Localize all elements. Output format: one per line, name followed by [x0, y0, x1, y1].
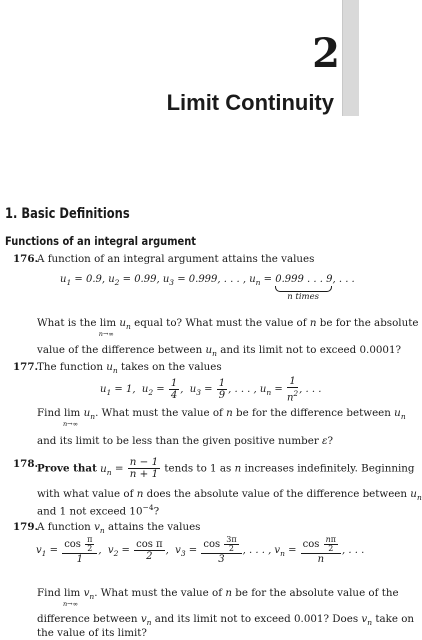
- subsection-title: Functions of an integral argument: [5, 234, 196, 248]
- problem-number: 177.: [13, 361, 39, 373]
- problem-equation: $v_1$ = cos $\frac{\pi}{2}$ 1 , $v_2$ = $\frac{\text{cos π}}{2}$ , $v_3$ = cos $\frac{3\pi}{2}$ 3 , . . . , $v_n$ = cos $\frac{n\pi}{2}$ n , . . .: [36, 535, 365, 565]
- brace-label: n times: [287, 292, 319, 302]
- chapter-title: Limit Continuity: [166, 90, 334, 115]
- section-title: 1. Basic Definitions: [5, 206, 130, 222]
- problem-equation: $u_1 = 0.9$, $u_2 = 0.99$, $u_3 = 0.999$, . . . , $u_n = 0.999$ . . . 9 n times , . . .: [60, 274, 355, 302]
- problem-number: 178.: [13, 458, 39, 470]
- problem-text: value of the difference between $u_n$ and its limit not to exceed 0.0001?: [37, 344, 402, 359]
- problem-number: 176.: [13, 253, 39, 265]
- problem-text: Find lim n→∞ $u_n$. What must the value of n be for the difference between $u_n$: [37, 407, 406, 428]
- problem-text: Find lim n→∞ $v_n$. What must the value of n be for the absolute value of the: [37, 587, 399, 608]
- problem-text: and 1 not exceed $10^{-4}$?: [37, 503, 160, 518]
- problem-text: with what value of n does the absolute value of the difference between $u_n$: [37, 488, 422, 503]
- problem-text: and its limit to be less than the given positive number ε?: [37, 435, 334, 447]
- problem-text: A function $v_n$ attains the values: [37, 521, 201, 536]
- problem-text: What is the lim n→∞ $u_n$ equal to? What must the value of n be for the absolute: [37, 317, 419, 338]
- problem-text: the value of its limit?: [37, 627, 147, 639]
- problem-text: The function $u_n$ takes on the values: [37, 361, 222, 376]
- chapter-tab: [342, 0, 359, 116]
- problem-text: A function of an integral argument attains the values: [37, 253, 315, 265]
- problem-number: 179.: [13, 521, 39, 533]
- chapter-number: 2: [312, 30, 340, 77]
- problem-text: difference between $v_n$ and its limit not to exceed 0.001? Does $v_n$ take on: [37, 613, 415, 628]
- problem-text: Prove that $u_n$ = $\frac{n - 1}{n + 1}$ tends to 1 as n increases indefinitely. Beginning: [37, 456, 415, 480]
- problem-equation: $u_1 = 1$, $u_2$ = $\frac{1}{4}$ , $u_3$ = $\frac{1}{9}$ , . . . , $u_n$ = $\frac{1}{n^2}$ , . . .: [100, 376, 322, 404]
